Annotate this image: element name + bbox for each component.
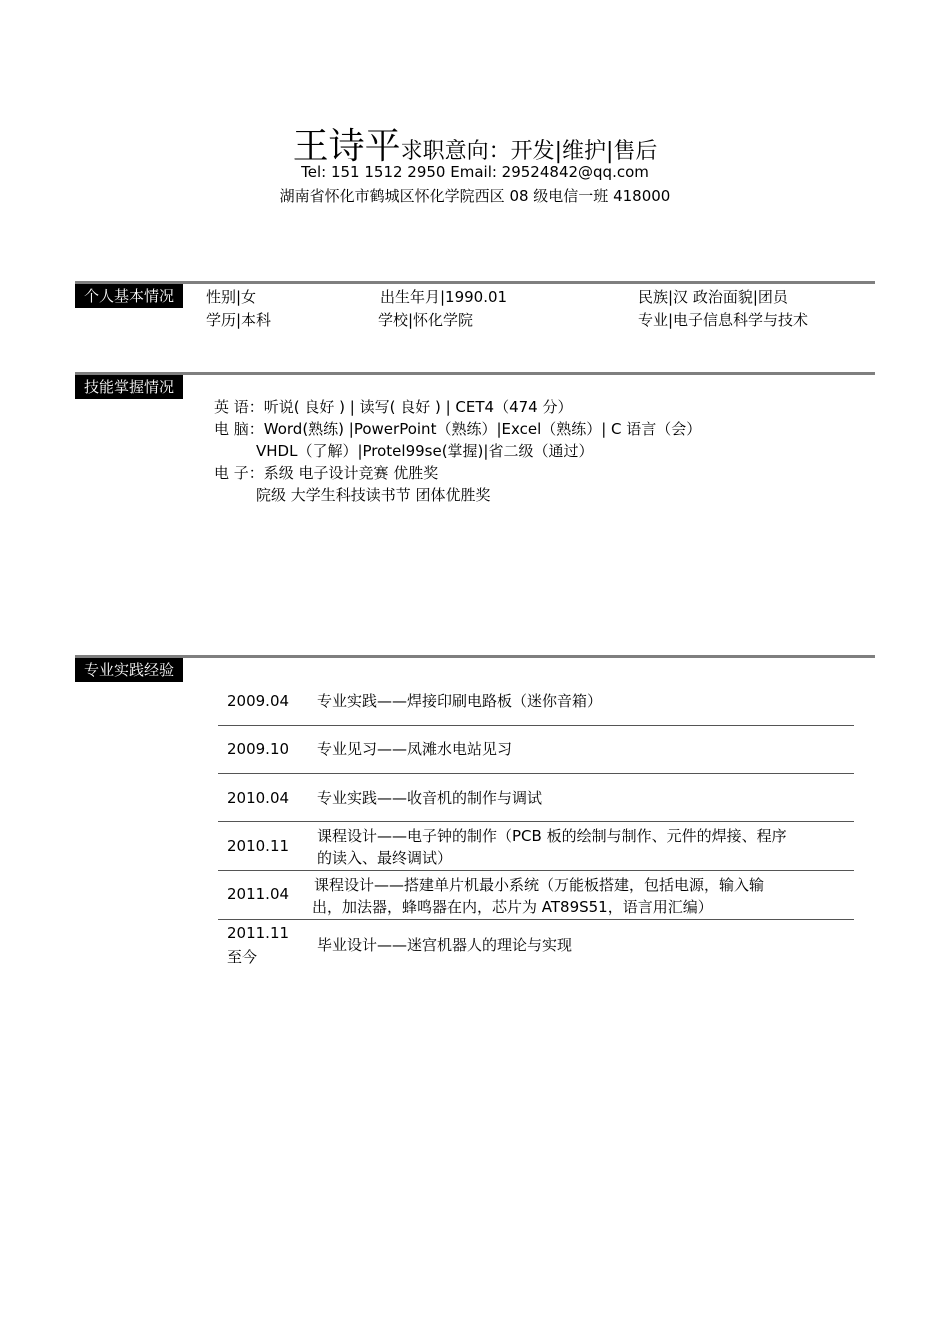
experience-date: 2011.04 (227, 885, 290, 903)
experience-desc-cont: 出，加法器，蜂鸣器在内，芯片为 AT89S51，语言用汇编） (312, 898, 713, 916)
education-field: 学历|本科 (206, 311, 272, 329)
experience-desc-cont: 的读入、最终调试） (317, 849, 453, 867)
row-divider (218, 773, 854, 774)
skill-electronics-cont: 院级 大学生科技读书节 团体优胜奖 (256, 486, 491, 504)
row-divider (218, 870, 854, 871)
applicant-name: 王诗平 (292, 126, 401, 167)
experience-date: 2009.04 (227, 692, 290, 710)
job-intent: 求职意向：开发|维护|售后 (400, 139, 658, 164)
section-title-skills: 技能掌握情况 (75, 375, 183, 399)
experience-desc: 专业实践——焊接印刷电路板（迷你音箱） (317, 692, 603, 710)
school-field: 学校|怀化学院 (378, 311, 474, 329)
experience-date-cont: 至今 (227, 948, 258, 966)
experience-desc: 专业见习——凤滩水电站见习 (317, 740, 513, 758)
section-title-experience: 专业实践经验 (75, 658, 183, 682)
row-divider (218, 725, 854, 726)
resume-header (0, 118, 950, 169)
skill-english: 英 语：听说( 良好 ) | 读写( 良好 ) | CET4（474 分） (214, 398, 573, 416)
skill-computer: 电 脑：Word(熟练) |PowerPoint（熟练）|Excel（熟练）| C 语言（会） (214, 420, 702, 438)
experience-date: 2010.11 (227, 837, 290, 855)
section-divider-basic (75, 281, 875, 284)
skill-computer-cont: VHDL（了解）|Protel99se(掌握)|省二级（通过） (256, 442, 594, 460)
row-divider (218, 919, 854, 920)
experience-date: 2011.11 (227, 924, 290, 942)
row-divider (218, 821, 854, 822)
contact-line: Tel: 151 1512 2950 Email: 29524842@qq.com (301, 163, 649, 181)
major-field: 专业|电子信息科学与技术 (638, 311, 809, 329)
address-line: 湖南省怀化市鹤城区怀化学院西区 08 级电信一班 418000 (279, 187, 671, 205)
skill-electronics: 电 子：系级 电子设计竞赛 优胜奖 (214, 464, 439, 482)
experience-desc: 课程设计——电子钟的制作（PCB 板的绘制与制作、元件的焊接、程序 (317, 827, 787, 845)
experience-desc: 课程设计——搭建单片机最小系统（万能板搭建，包括电源，输入输 (314, 876, 765, 894)
experience-date: 2010.04 (227, 789, 290, 807)
experience-desc: 毕业设计——迷宫机器人的理论与实现 (317, 936, 573, 954)
birth-field: 出生年月|1990.01 (380, 288, 508, 306)
section-divider-skills (75, 372, 875, 375)
experience-date: 2009.10 (227, 740, 290, 758)
ethnicity-field: 民族|汉 政治面貌|团员 (638, 288, 788, 306)
gender-field: 性别|女 (206, 288, 257, 306)
experience-desc: 专业实践——收音机的制作与调试 (317, 789, 543, 807)
section-divider-experience (75, 655, 875, 658)
section-title-basic: 个人基本情况 (75, 284, 183, 308)
